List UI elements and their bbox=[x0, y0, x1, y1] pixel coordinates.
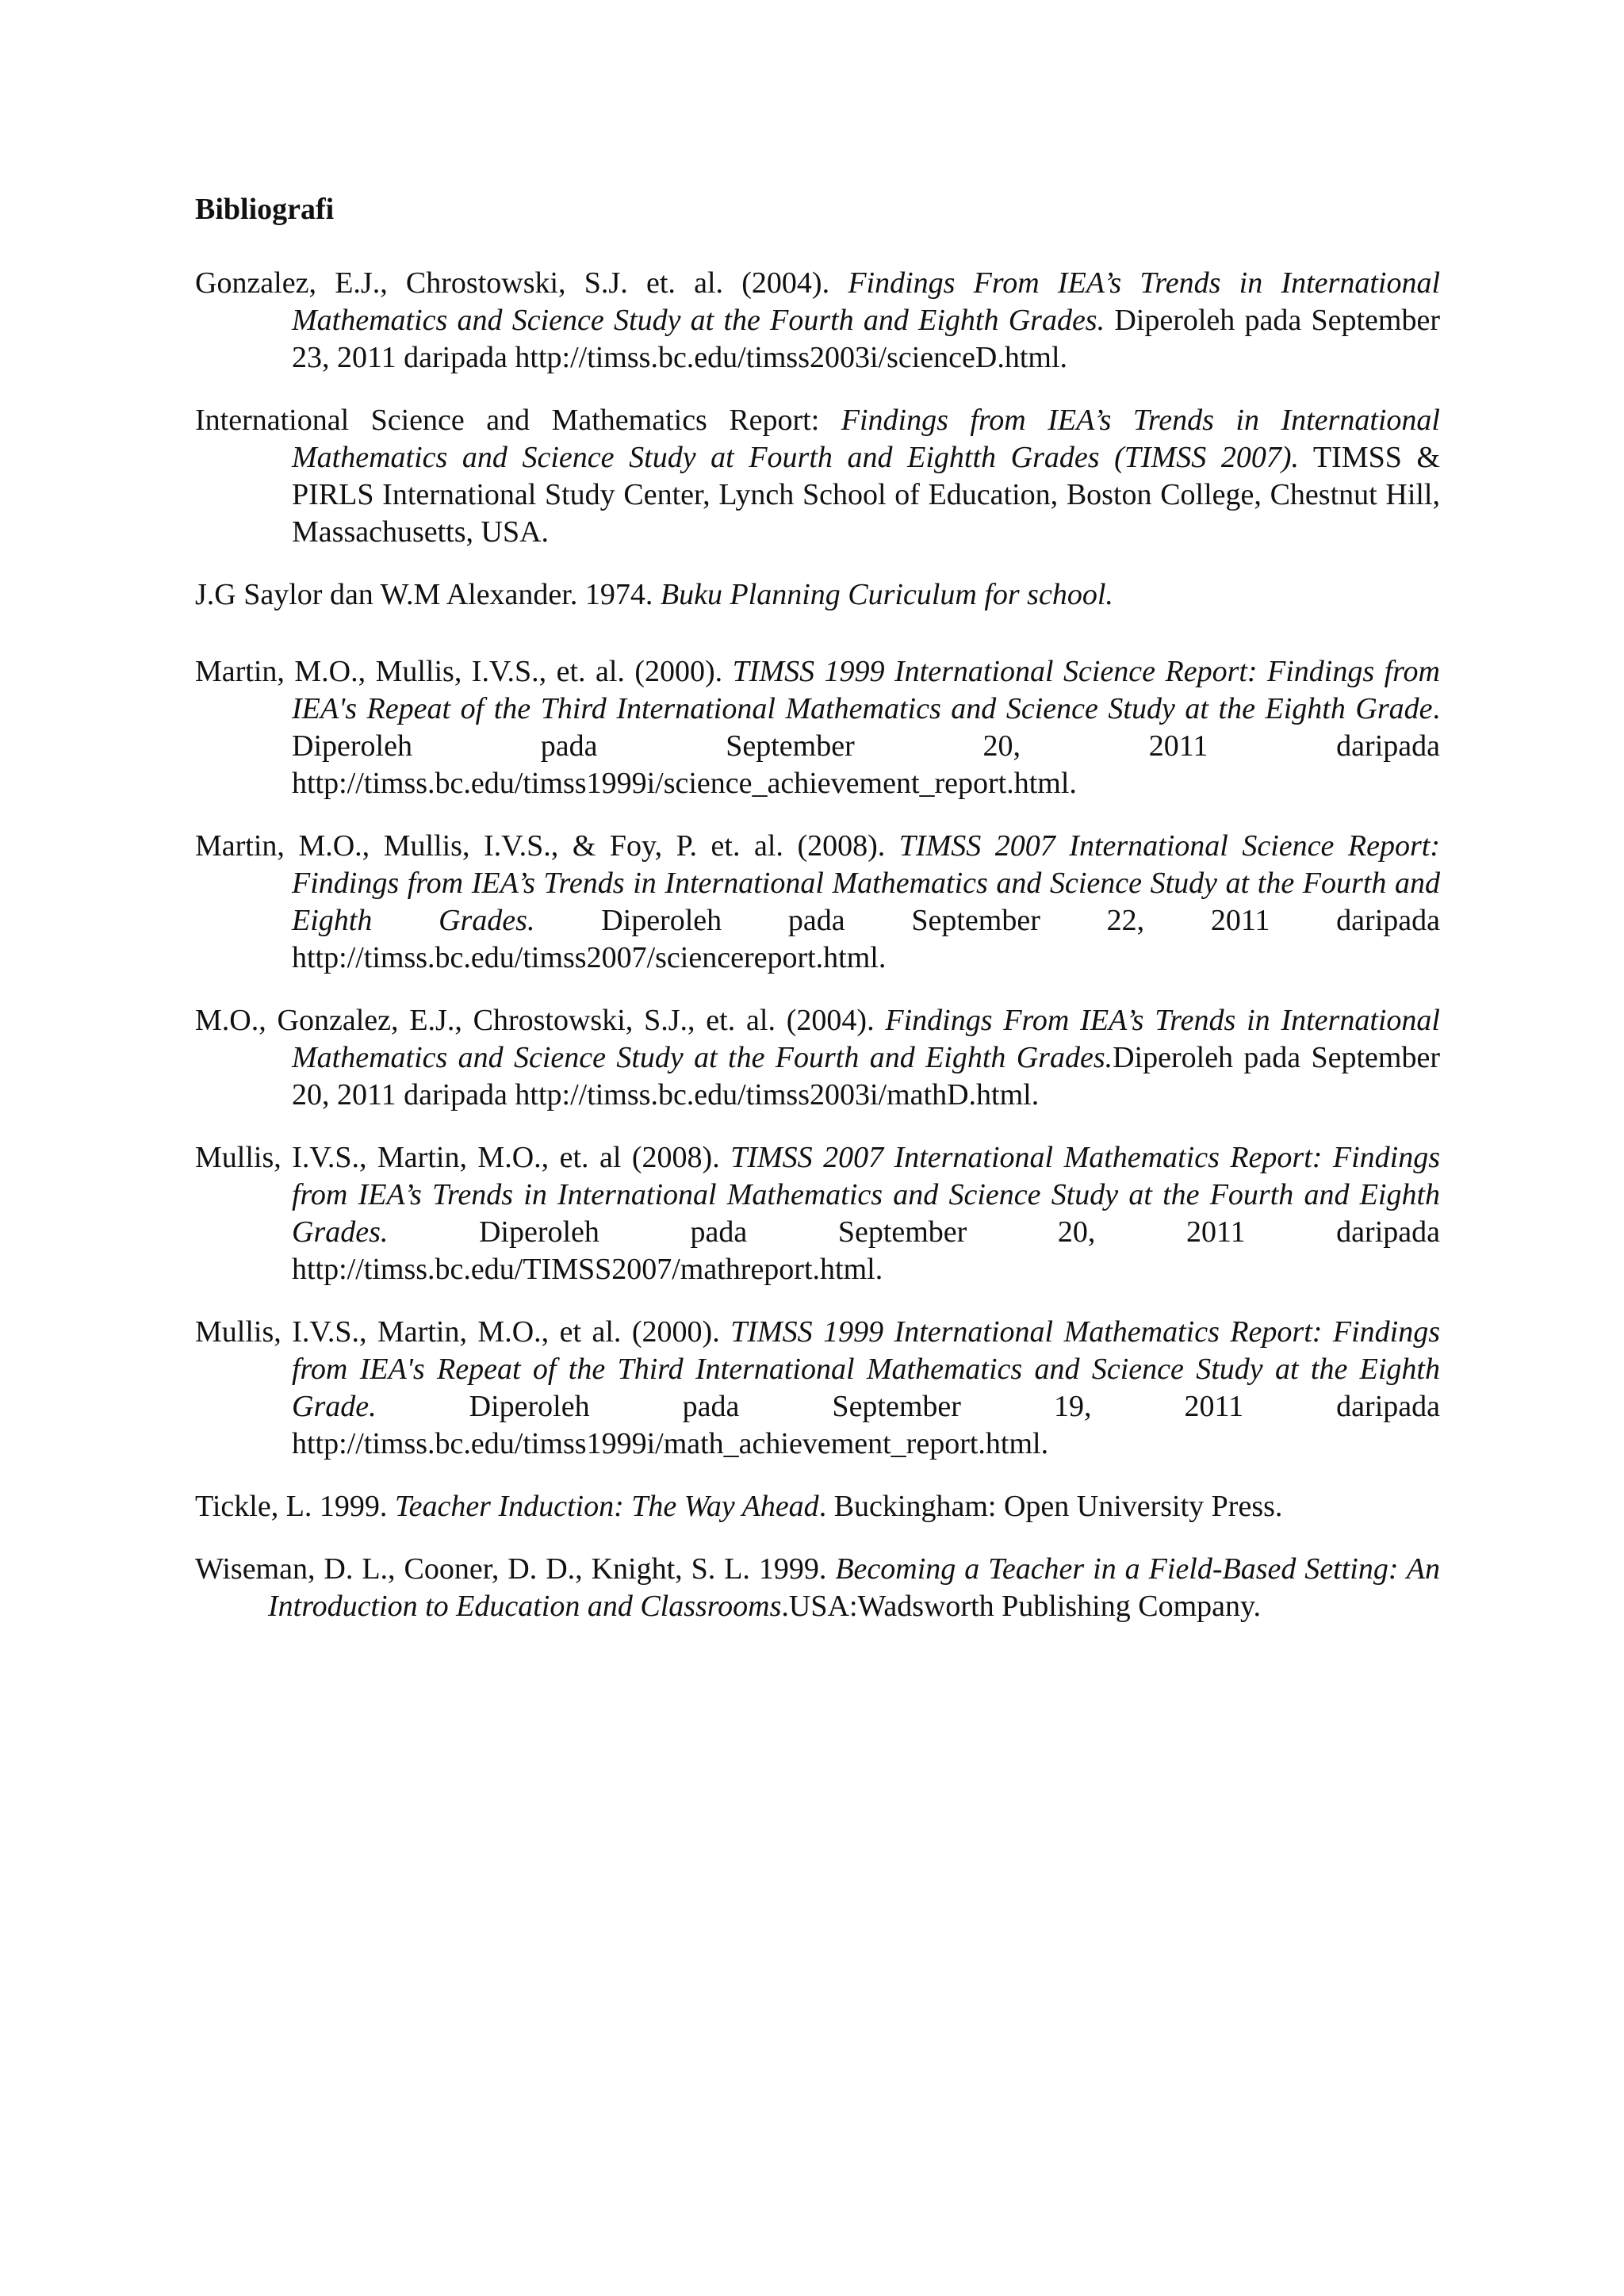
reference-authors: Mullis, I.V.S., Martin, M.O., et al. (2000). bbox=[195, 1315, 731, 1349]
reference-source: .USA:Wadsworth Publishing Company. bbox=[781, 1590, 1262, 1623]
reference-title: Becoming a Teacher in a Field-Based Setting: An Introduction to Education and Classrooms bbox=[268, 1552, 1440, 1623]
reference-authors: International Science and Mathematics Report: bbox=[195, 404, 841, 437]
reference-authors: Tickle, L. 1999. bbox=[195, 1490, 395, 1523]
reference-source: . Buckingham: Open University Press. bbox=[818, 1490, 1283, 1523]
reference-url: http://timss.bc.edu/timss2007/sciencereport.html. bbox=[292, 941, 887, 974]
page-title: Bibliografi bbox=[195, 193, 335, 226]
reference-title: TIMSS 1999 International Science Report: Findings from IEA's Repeat of the Third International Mathematics and Science Study at the Eighth Grade bbox=[292, 655, 1440, 725]
reference-authors: J.G Saylor dan W.M Alexander. 1974. bbox=[195, 578, 661, 611]
reference-title: TIMSS 2007 International Mathematics Report: Findings from IEA’s Trends in International Mathematics and Science Study at the Fourth and Eighth Grades. bbox=[292, 1141, 1440, 1249]
reference-entry bbox=[195, 265, 1440, 377]
reference-source: Diperoleh pada September 20, 2011 daripada bbox=[292, 1041, 1440, 1112]
reference-title: TIMSS 1999 International Mathematics Report: Findings from IEA's Repeat of the Third International Mathematics and Science Study at the Eighth Grade. bbox=[292, 1315, 1440, 1423]
reference-authors: Mullis, I.V.S., Martin, M.O., et. al (2008). bbox=[195, 1141, 731, 1174]
reference-url: http://timss.bc.edu/timss2003i/scienceD.html. bbox=[515, 341, 1068, 374]
reference-title: Teacher Induction: The Way Ahead bbox=[394, 1490, 819, 1523]
reference-source: . Diperoleh pada September 20, 2011 daripada bbox=[292, 692, 1440, 763]
reference-entry bbox=[195, 1002, 1440, 1114]
reference-title: Findings From IEA’s Trends in International Mathematics and Science Study at the Fourth and Eighth Grades. bbox=[292, 266, 1440, 337]
reference-authors: M.O., Gonzalez, E.J., Chrostowski, S.J., et. al. (2004). bbox=[195, 1004, 886, 1037]
reference-url: http://timss.bc.edu/timss1999i/science_achievement_report.html. bbox=[292, 767, 1077, 800]
reference-url: http://timss.bc.edu/TIMSS2007/mathreport.html. bbox=[292, 1253, 883, 1286]
reference-url: http://timss.bc.edu/timss2003i/mathD.html. bbox=[515, 1078, 1040, 1112]
reference-url: http://timss.bc.edu/timss1999i/math_achievement_report.html. bbox=[292, 1427, 1049, 1460]
reference-entry bbox=[195, 653, 1440, 802]
reference-entry bbox=[195, 1551, 1440, 1625]
reference-source: Diperoleh pada September 23, 2011 daripada bbox=[292, 304, 1440, 374]
reference-title: TIMSS 2007 International Science Report: Findings from IEA’s Trends in International Mathematics and Science Study at the Fourth and Eighth Grades. bbox=[292, 829, 1440, 937]
reference-entry bbox=[195, 402, 1440, 551]
reference-entry bbox=[195, 576, 1440, 614]
reference-source: Diperoleh pada September 22, 2011 daripada bbox=[534, 904, 1440, 937]
reference-authors: Wiseman, D. L., Cooner, D. D., Knight, S. L. 1999. bbox=[195, 1552, 836, 1586]
reference-source: TIMSS & PIRLS International Study Center, Lynch School of Education, Boston College, Chestnut Hill, Massachusetts, USA. bbox=[292, 441, 1440, 549]
reference-source: Diperoleh pada September 20, 2011 daripada bbox=[388, 1215, 1440, 1249]
reference-entry bbox=[195, 1488, 1440, 1525]
reference-entry bbox=[195, 828, 1440, 977]
reference-entry bbox=[195, 1139, 1440, 1288]
document-page bbox=[195, 190, 1440, 1651]
reference-authors: Martin, M.O., Mullis, I.V.S., & Foy, P. et. al. (2008). bbox=[195, 829, 899, 863]
reference-entry bbox=[195, 1314, 1440, 1463]
reference-authors: Gonzalez, E.J., Chrostowski, S.J. et. al. (2004). bbox=[195, 266, 848, 300]
reference-source: Diperoleh pada September 19, 2011 daripada bbox=[376, 1390, 1440, 1423]
reference-title: Buku Planning Curiculum for school. bbox=[660, 578, 1113, 611]
reference-title: Findings From IEA’s Trends in International Mathematics and Science Study at the Fourth and Eighth Grades. bbox=[292, 1004, 1440, 1074]
reference-title: Findings from IEA’s Trends in International Mathematics and Science Study at Fourth and Eightth Grades (TIMSS 2007). bbox=[292, 404, 1440, 474]
reference-authors: Martin, M.O., Mullis, I.V.S., et. al. (2000). bbox=[195, 655, 733, 688]
